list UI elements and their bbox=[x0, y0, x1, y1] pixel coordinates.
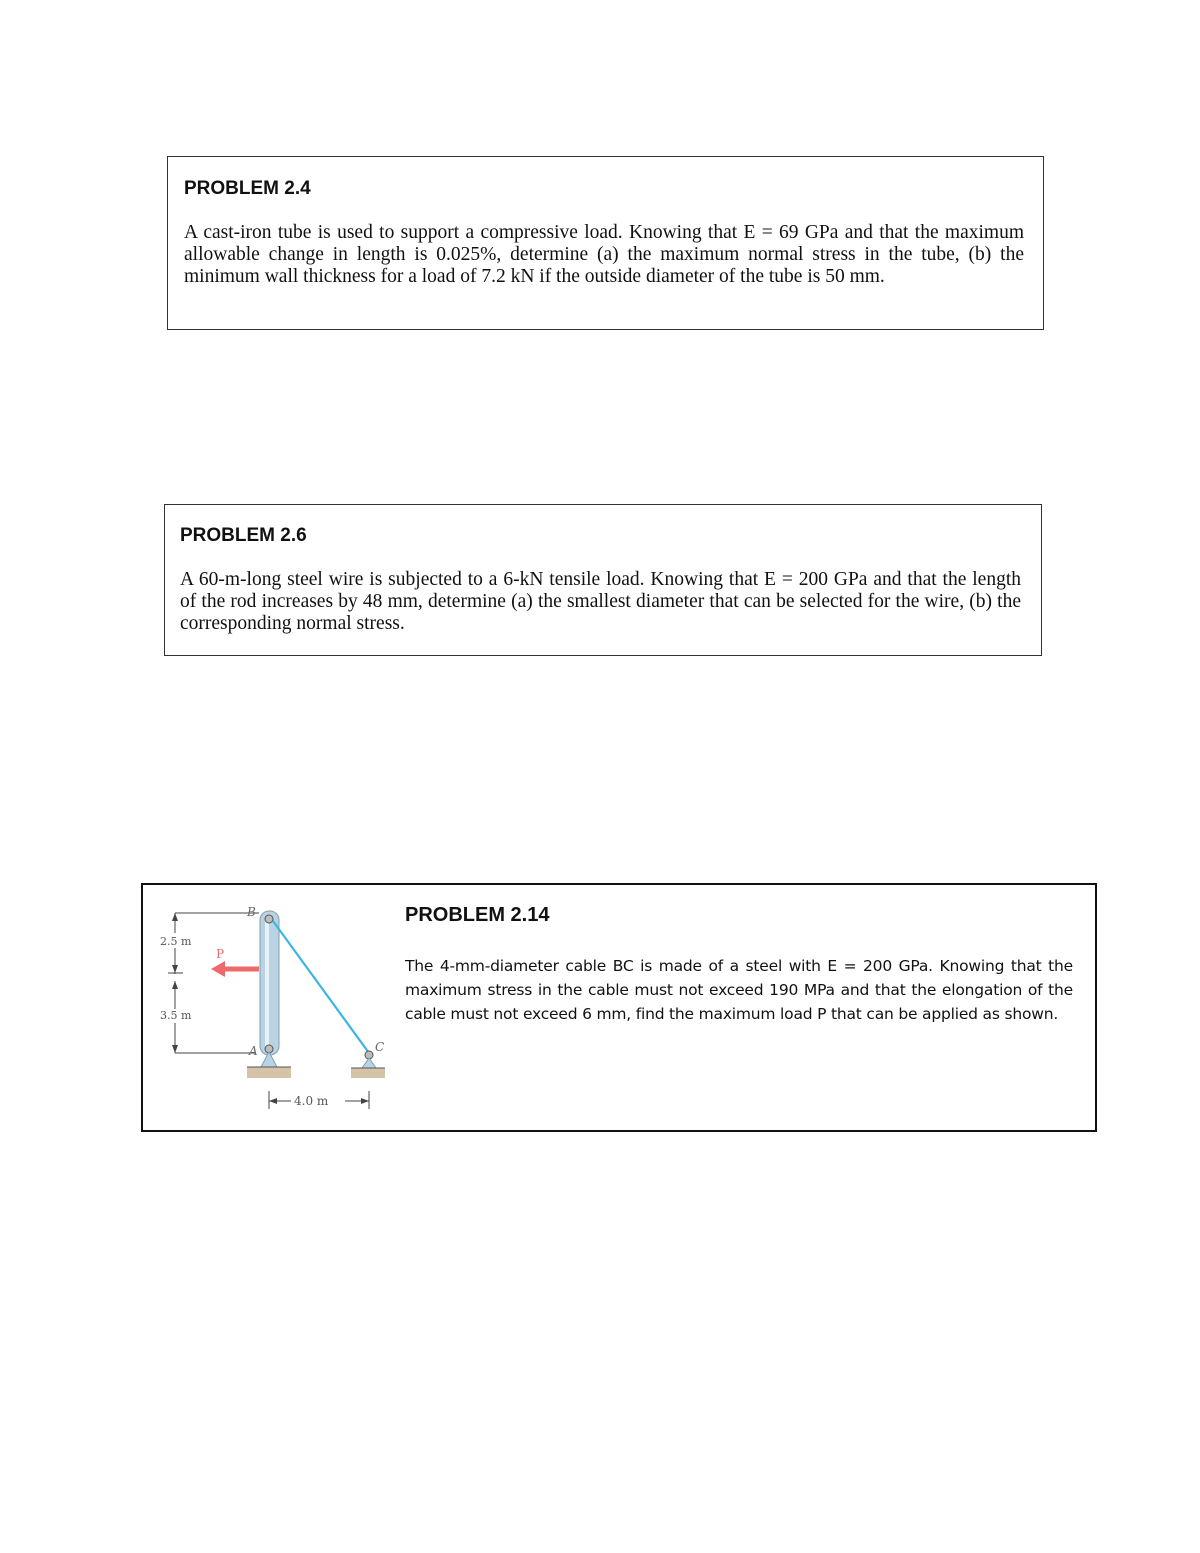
problem-2-4-box bbox=[167, 156, 1044, 330]
load-p-label: P bbox=[216, 947, 225, 961]
dimension-label-bottom: 3.5 m bbox=[160, 1009, 192, 1022]
ground-a bbox=[247, 1067, 291, 1078]
problem-statement: The 4-mm-diameter cable BC is made of a steel with E = 200 GPa. Knowing that the maximum stress in the cable must not exceed 190 MPa and that the elongation of the cable must not exceed 6 mm, find the maximum load P that can be applied as shown. bbox=[405, 957, 1073, 1023]
cable-bc bbox=[273, 921, 369, 1053]
point-b-label: B bbox=[247, 905, 256, 919]
problem-statement: A cast-iron tube is used to support a compressive load. Knowing that E = 69 GPa and that the maximum allowable change in length is 0.025%, determine (a) the maximum normal stress in the tube, (b) the minimum wall thickness for a load of 7.2 kN if the outside diameter of the tube is 50 mm. bbox=[184, 222, 1024, 287]
problem-title: PROBLEM 2.6 bbox=[180, 525, 307, 546]
problem-statement: A 60-m-long steel wire is subjected to a 6-kN tensile load. Knowing that E = 200 GPa and that the length of the rod increases by 48 mm, determine (a) the smallest diameter that can be selected for the wire, (b) the corresponding normal stress. bbox=[180, 569, 1021, 634]
ground-c bbox=[351, 1068, 385, 1078]
load-p-arrowhead bbox=[211, 961, 225, 977]
point-a-label: A bbox=[249, 1044, 258, 1058]
support-c bbox=[362, 1058, 376, 1068]
post-ab bbox=[260, 911, 279, 1055]
vertical-dimension bbox=[168, 913, 259, 1053]
post-cable-figure bbox=[155, 899, 385, 1109]
problem-2-14-box bbox=[141, 883, 1097, 1132]
problem-2-6-box bbox=[164, 504, 1042, 656]
problem-title: PROBLEM 2.14 bbox=[405, 904, 550, 926]
problem-title: PROBLEM 2.4 bbox=[184, 178, 311, 199]
post-highlight bbox=[265, 917, 269, 1049]
dimension-label-horizontal: 4.0 m bbox=[294, 1094, 329, 1108]
dimension-label-top: 2.5 m bbox=[160, 935, 192, 948]
pin-b bbox=[265, 915, 273, 923]
point-c-label: C bbox=[375, 1040, 385, 1054]
